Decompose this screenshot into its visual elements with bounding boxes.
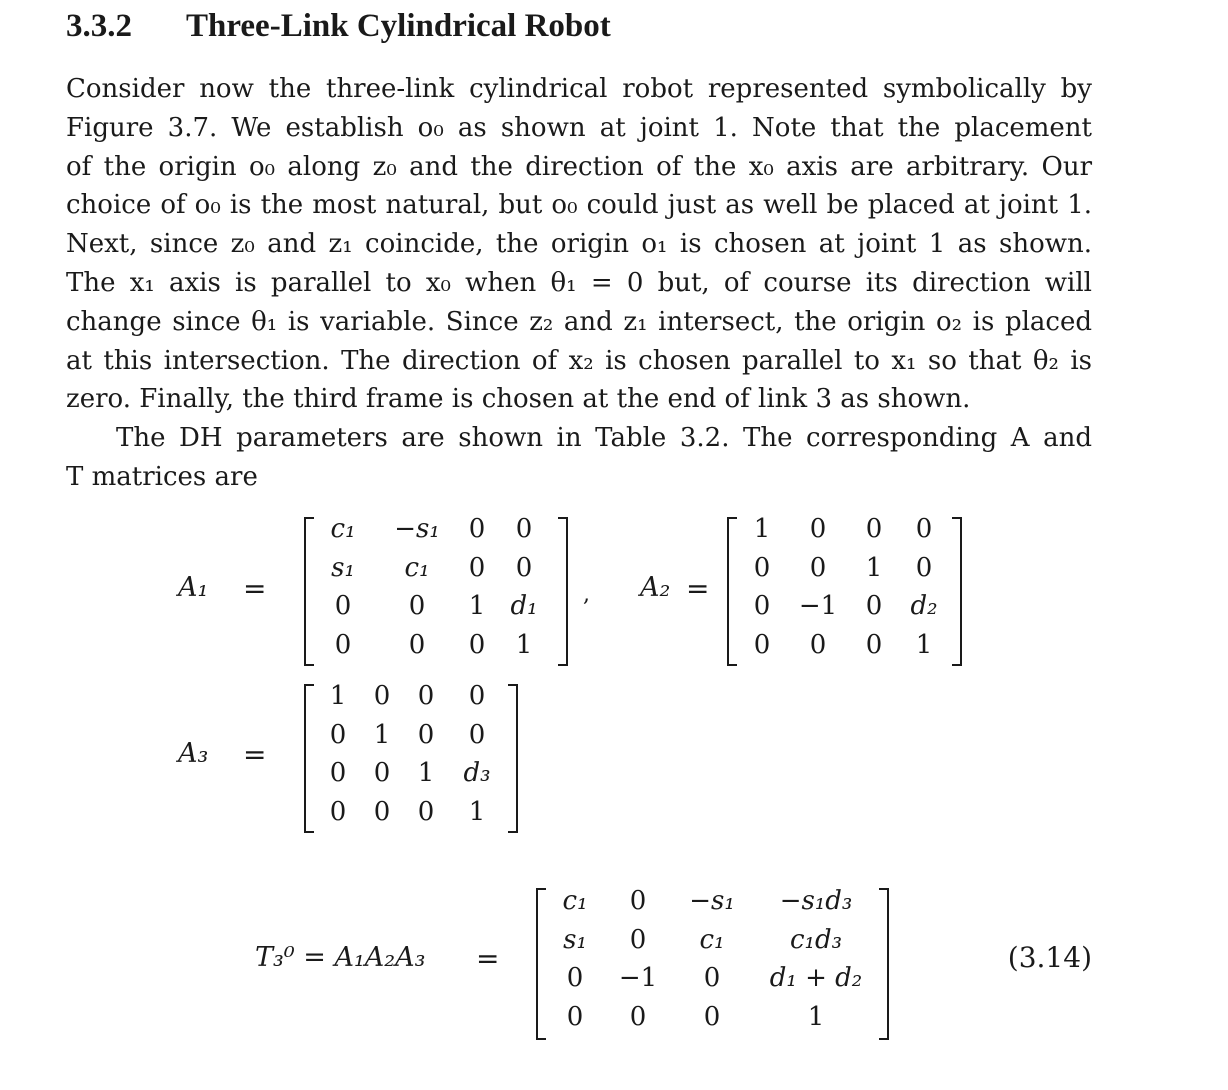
matrix-cell: d₁ + d₂ xyxy=(769,963,863,993)
matrix-cell: −1 xyxy=(798,591,838,621)
matrix-cell: 0 xyxy=(417,796,435,827)
matrix-cell: −s₁ xyxy=(689,886,735,916)
matrix-cell: s₁ xyxy=(563,924,587,955)
matrix-cell: 0 xyxy=(334,591,352,621)
matrix-cell: s₁ xyxy=(331,552,355,583)
paragraph-line: T matrices are xyxy=(66,461,258,492)
matrix-cell: 0 xyxy=(703,963,721,993)
paragraph-line: Consider now the three-link cylindrical robot represented symbolically by xyxy=(66,74,1092,104)
paragraph-line: choice of o₀ is the most natural, but o₀ could just as well be placed at joint 1. xyxy=(66,190,1092,221)
matrix-cell: 0 xyxy=(809,552,827,583)
paragraph-2 xyxy=(66,419,1092,497)
equals-sign: = xyxy=(243,738,267,771)
paragraph-line: Figure 3.7. We establish o₀ as shown at joint 1. Note that the placement xyxy=(66,112,1092,143)
matrix-cell: 0 xyxy=(566,963,584,993)
section-title: Three-Link Cylindrical Robot xyxy=(186,8,611,44)
matrix-cell: −1 xyxy=(618,963,658,993)
matrix-cell: 0 xyxy=(629,886,647,916)
equals-sign: = xyxy=(476,942,500,975)
matrix-cell: 1 xyxy=(468,796,486,827)
paragraph-line: of the origin o₀ along z₀ and the direction of the x₀ axis are arbitrary. Our xyxy=(66,151,1092,182)
left-bracket xyxy=(727,517,737,666)
matrix-cell: 1 xyxy=(753,514,771,544)
matrix-cell: 0 xyxy=(468,552,486,583)
matrix-cell: 0 xyxy=(468,629,486,660)
matrix-cell: 0 xyxy=(809,514,827,544)
matrix-cell: 0 xyxy=(468,681,486,711)
matrix-cell: 0 xyxy=(753,591,771,621)
matrix-cell: 0 xyxy=(629,1001,647,1032)
matrix-cell: 1 xyxy=(329,681,347,711)
matrix-cell: 0 xyxy=(629,924,647,955)
matrix-cell: c₁ xyxy=(330,514,356,544)
section-number: 3.3.2 xyxy=(66,8,132,44)
matrix-cell: c₁ xyxy=(699,924,725,955)
right-bracket xyxy=(508,684,518,833)
matrix-cell: d₁ xyxy=(510,591,538,621)
matrix-cell: 0 xyxy=(373,681,391,711)
matrix-cell: 1 xyxy=(468,591,486,621)
matrix-a2-label: A₂ xyxy=(640,572,671,603)
paragraph-line: zero. Finally, the third frame is chosen at the end of link 3 as shown. xyxy=(66,384,971,415)
paragraph-line: change since θ₁ is variable. Since z₂ and z₁ intersect, the origin o₂ is placed xyxy=(66,306,1092,337)
matrix-cell: 1 xyxy=(417,758,435,788)
matrix-cell: 0 xyxy=(865,514,883,544)
matrix-cell: c₁d₃ xyxy=(789,924,843,955)
matrix-cell: 0 xyxy=(515,552,533,583)
matrix-cell: 0 xyxy=(329,719,347,750)
matrix-cell: −s₁ xyxy=(394,514,440,544)
matrix-cell: 1 xyxy=(807,1001,825,1032)
matrix-cell: 0 xyxy=(865,591,883,621)
matrix-cell: d₃ xyxy=(463,758,491,788)
section-heading xyxy=(66,8,611,45)
matrix-cell: 0 xyxy=(468,514,486,544)
matrix-cell: 0 xyxy=(329,758,347,788)
matrix-cell: d₂ xyxy=(910,591,938,621)
paragraph-line: The x₁ axis is parallel to x₀ when θ₁ = 0 but, of course its direction will xyxy=(66,267,1092,298)
matrix-cell: 0 xyxy=(417,719,435,750)
matrix-cell: 0 xyxy=(373,758,391,788)
left-bracket xyxy=(304,517,314,666)
matrix-cell: 0 xyxy=(703,1001,721,1032)
paragraph-line: Next, since z₀ and z₁ coincide, the origin o₁ is chosen at joint 1 as shown. xyxy=(66,229,1092,260)
matrix-a3-label: A₃ xyxy=(178,738,209,769)
paragraph-line: at this intersection. The direction of x₂ is chosen parallel to x₁ so that θ₂ is xyxy=(66,345,1092,376)
matrix-cell: 1 xyxy=(373,719,391,750)
matrix-cell: 1 xyxy=(865,552,883,583)
matrix-cell: 0 xyxy=(417,681,435,711)
matrix-cell: 0 xyxy=(809,629,827,660)
matrix-a1-label: A₁ xyxy=(178,572,209,603)
paragraph-line: The DH parameters are shown in Table 3.2. The corresponding A and xyxy=(116,423,1092,453)
right-bracket xyxy=(952,517,962,666)
matrix-cell: 1 xyxy=(515,629,533,660)
matrix-cell: 0 xyxy=(468,719,486,750)
left-bracket xyxy=(536,888,546,1040)
paragraph-1 xyxy=(66,70,1092,419)
matrix-cell: 0 xyxy=(753,629,771,660)
matrix-t-label: T₃⁰ = A₁A₂A₃ xyxy=(255,942,426,973)
matrix-cell: 0 xyxy=(753,552,771,583)
matrix-cell: 0 xyxy=(408,629,426,660)
matrix-cell: 0 xyxy=(408,591,426,621)
matrix-cell: 0 xyxy=(915,514,933,544)
matrix-cell: c₁ xyxy=(562,886,588,916)
matrix-cell: 1 xyxy=(915,629,933,660)
equation-number: (3.14) xyxy=(1007,941,1092,974)
left-bracket xyxy=(304,684,314,833)
matrix-cell: 0 xyxy=(915,552,933,583)
matrix-cell: 0 xyxy=(566,1001,584,1032)
right-bracket xyxy=(558,517,568,666)
equals-sign: = xyxy=(686,572,710,605)
matrix-cell: 0 xyxy=(334,629,352,660)
matrix-cell: 0 xyxy=(515,514,533,544)
equals-sign: = xyxy=(243,572,267,605)
matrix-cell: −s₁d₃ xyxy=(779,886,853,916)
comma: , xyxy=(583,582,590,607)
matrix-cell: 0 xyxy=(373,796,391,827)
matrix-cell: c₁ xyxy=(404,552,430,583)
right-bracket xyxy=(879,888,889,1040)
matrix-cell: 0 xyxy=(329,796,347,827)
matrix-cell: 0 xyxy=(865,629,883,660)
